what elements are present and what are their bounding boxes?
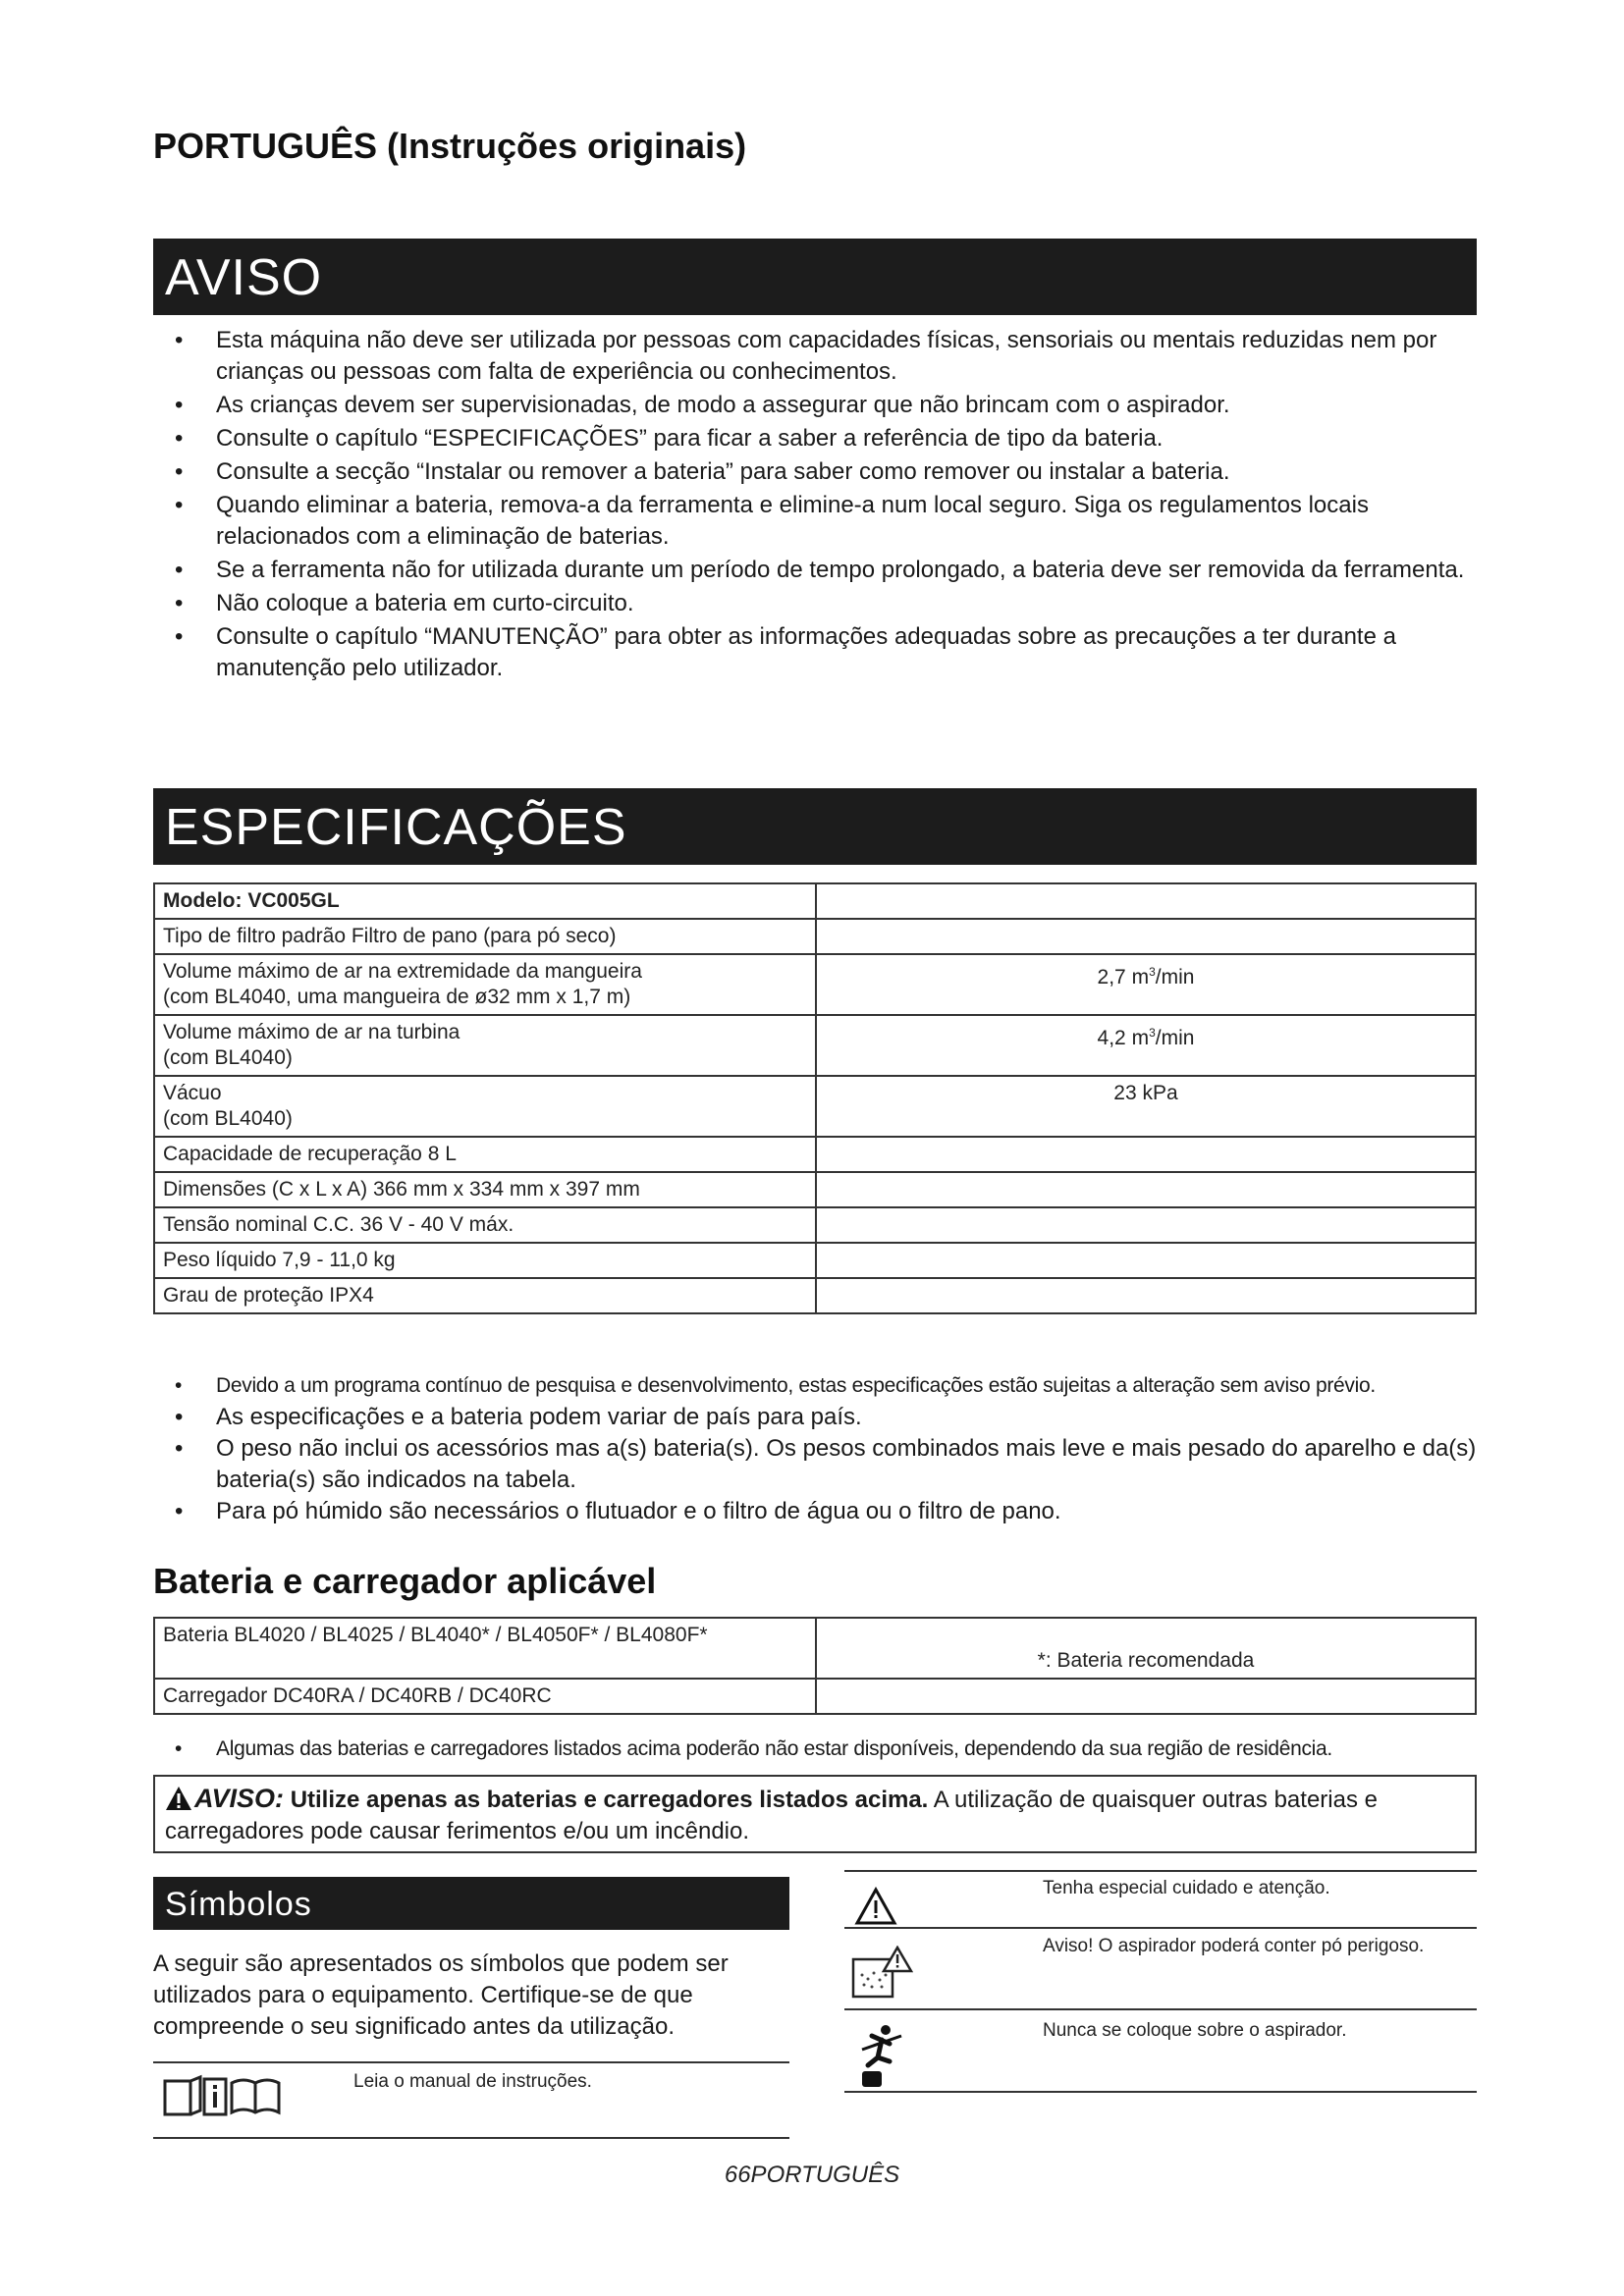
table-row xyxy=(154,1278,1476,1313)
spec-value-unit: /min xyxy=(1155,966,1195,988)
spec-value xyxy=(816,1278,1476,1313)
aviso-list xyxy=(153,325,1477,686)
aviso-item: • Quando eliminar a bateria, remova-a da ferramenta e elimine-a num local seguro. Siga os regulamentos locais relacionados com a eliminação de baterias. xyxy=(153,490,1477,553)
spec-table xyxy=(153,882,1477,1314)
spec-label: Capacidade de recuperação 8 L xyxy=(154,1137,816,1172)
page-language-title: PORTUGUÊS (Instruções originais) xyxy=(153,126,747,166)
spec-value xyxy=(816,919,1476,954)
spec-note: • O peso não inclui os acessórios mas a(s) bateria(s). Os pesos combinados mais leve e mais pesado do aparelho e da(s) bateria(s) são indicados na tabela. xyxy=(153,1433,1477,1496)
spec-value: 23 kPa xyxy=(816,1076,1476,1137)
caution-triangle-icon xyxy=(854,1887,897,1926)
symbol-caution-text: Tenha especial cuidado e atenção. xyxy=(1043,1878,1330,1898)
spec-value-unit: /min xyxy=(1155,1027,1195,1049)
table-row xyxy=(154,883,1476,919)
charger-value xyxy=(816,1679,1476,1714)
battery-note-recommended: *: Bateria recomendada xyxy=(816,1618,1476,1679)
symbol-manual-text: Leia o manual de instruções. xyxy=(353,2071,592,2092)
spec-label-cell xyxy=(154,954,816,1015)
divider xyxy=(844,1870,1477,1872)
spec-value-exponent: 3 xyxy=(1149,965,1156,979)
table-row xyxy=(154,954,1476,1015)
aviso-item: • Consulte o capítulo “ESPECIFICAÇÕES” para ficar a saber a referência de tipo da bateria. xyxy=(153,423,1477,454)
warning-triangle-icon xyxy=(165,1786,192,1811)
symbols-intro: A seguir são apresentados os símbolos que podem ser utilizados para o equipamento. Certifique-se de que compreende o seu significado antes da utilização. xyxy=(153,1950,729,2040)
spec-value: 4,2 m xyxy=(1097,1027,1150,1049)
spec-value xyxy=(816,1207,1476,1243)
hazardous-dust-icon xyxy=(850,1946,913,2001)
battery-label: Bateria BL4020 / BL4025 / BL4040* / BL4050F* / BL4080F* xyxy=(154,1618,816,1679)
aviso-item: • Consulte a secção “Instalar ou remover a bateria” para saber como remover ou instalar a bateria. xyxy=(153,456,1477,488)
battery-notes-list xyxy=(153,1734,1477,1765)
spec-label: Peso líquido 7,9 - 11,0 kg xyxy=(154,1243,816,1278)
divider xyxy=(153,2137,789,2139)
spec-note: • Para pó húmido são necessários o flutuador e o filtro de água ou o filtro de pano. xyxy=(153,1496,1477,1527)
table-row xyxy=(154,1243,1476,1278)
table-row xyxy=(154,1015,1476,1076)
spec-label: Modelo: VC005GL xyxy=(154,883,816,919)
spec-label: Vácuo xyxy=(163,1082,222,1104)
spec-label: Tensão nominal C.C. 36 V - 40 V máx. xyxy=(154,1207,816,1243)
spec-label: Grau de proteção IPX4 xyxy=(154,1278,816,1313)
aviso-item: • Se a ferramenta não for utilizada durante um período de tempo prolongado, a bateria deve ser removida da ferramenta. xyxy=(153,555,1477,586)
spec-value xyxy=(816,883,1476,919)
battery-warning-box xyxy=(153,1775,1477,1853)
spec-label-sub: (com BL4040) xyxy=(163,1046,293,1069)
divider xyxy=(844,2091,1477,2093)
spec-note: • Devido a um programa contínuo de pesquisa e desenvolvimento, estas especificações estão sujeitas a alteração sem aviso prévio. xyxy=(153,1370,1477,1402)
table-row xyxy=(154,1076,1476,1137)
no-standing-icon xyxy=(856,2022,905,2091)
spec-value: 2,7 m xyxy=(1097,966,1150,988)
table-row xyxy=(154,1207,1476,1243)
symbol-hazard-dust-text: Aviso! O aspirador poderá conter pó perigoso. xyxy=(1043,1936,1425,1956)
spec-value-cell xyxy=(816,954,1476,1015)
aviso-item: • Consulte o capítulo “MANUTENÇÃO” para obter as informações adequadas sobre as precauções a ter durante a manutenção pelo utilizador. xyxy=(153,621,1477,684)
battery-heading: Bateria e carregador aplicável xyxy=(153,1561,657,1601)
divider xyxy=(153,2061,789,2063)
spec-label: Tipo de filtro padrão Filtro de pano (para pó seco) xyxy=(154,919,816,954)
table-row xyxy=(154,1618,1476,1679)
spec-value xyxy=(816,1137,1476,1172)
table-row xyxy=(154,1172,1476,1207)
read-manual-icon xyxy=(161,2073,291,2120)
spec-value xyxy=(816,1172,1476,1207)
spec-heading: ESPECIFICAÇÕES xyxy=(153,788,1477,865)
spec-notes-list xyxy=(153,1370,1477,1527)
battery-note: • Algumas das baterias e carregadores listados acima poderão não estar disponíveis, dependendo da sua região de residência. xyxy=(153,1734,1477,1765)
table-row xyxy=(154,919,1476,954)
spec-label: Dimensões (C x L x A) 366 mm x 334 mm x 397 mm xyxy=(154,1172,816,1207)
aviso-item: • As crianças devem ser supervisionadas, de modo a assegurar que não brincam com o aspirador. xyxy=(153,390,1477,421)
warning-bold-text: Utilize apenas as baterias e carregadores listados acima. xyxy=(290,1787,929,1813)
spec-note: • As especificações e a bateria podem variar de país para país. xyxy=(153,1402,1477,1433)
table-row xyxy=(154,1679,1476,1714)
spec-label-cell xyxy=(154,1076,816,1137)
page-footer: 66PORTUGUÊS xyxy=(724,2162,900,2188)
charger-label: Carregador DC40RA / DC40RB / DC40RC xyxy=(154,1679,816,1714)
warning-lead: AVISO: xyxy=(194,1784,285,1813)
spec-value xyxy=(816,1243,1476,1278)
aviso-item: • Esta máquina não deve ser utilizada por pessoas com capacidades físicas, sensoriais ou mentais reduzidas nem por crianças ou pessoas com falta de experiência ou conhecimentos. xyxy=(153,325,1477,388)
divider xyxy=(844,1927,1477,1929)
aviso-item: • Não coloque a bateria em curto-circuito. xyxy=(153,588,1477,619)
spec-label: Volume máximo de ar na turbina xyxy=(163,1021,460,1043)
spec-label-cell xyxy=(154,1015,816,1076)
battery-table xyxy=(153,1617,1477,1715)
spec-value-exponent: 3 xyxy=(1149,1026,1156,1040)
spec-value-cell xyxy=(816,1015,1476,1076)
table-row xyxy=(154,1137,1476,1172)
aviso-heading: AVISO xyxy=(153,239,1477,315)
spec-label-sub: (com BL4040) xyxy=(163,1107,293,1130)
divider xyxy=(844,2008,1477,2010)
spec-label-sub: (com BL4040, uma mangueira de ø32 mm x 1,7 m) xyxy=(163,986,631,1008)
symbols-heading: Símbolos xyxy=(153,1877,789,1930)
symbol-no-stand-text: Nunca se coloque sobre o aspirador. xyxy=(1043,2020,1347,2041)
spec-label: Volume máximo de ar na extremidade da mangueira xyxy=(163,960,642,983)
warning-text: A utilização de quaisquer outras baterias e carregadores pode causar ferimentos e/ou um incêndio. xyxy=(165,1787,1378,1844)
